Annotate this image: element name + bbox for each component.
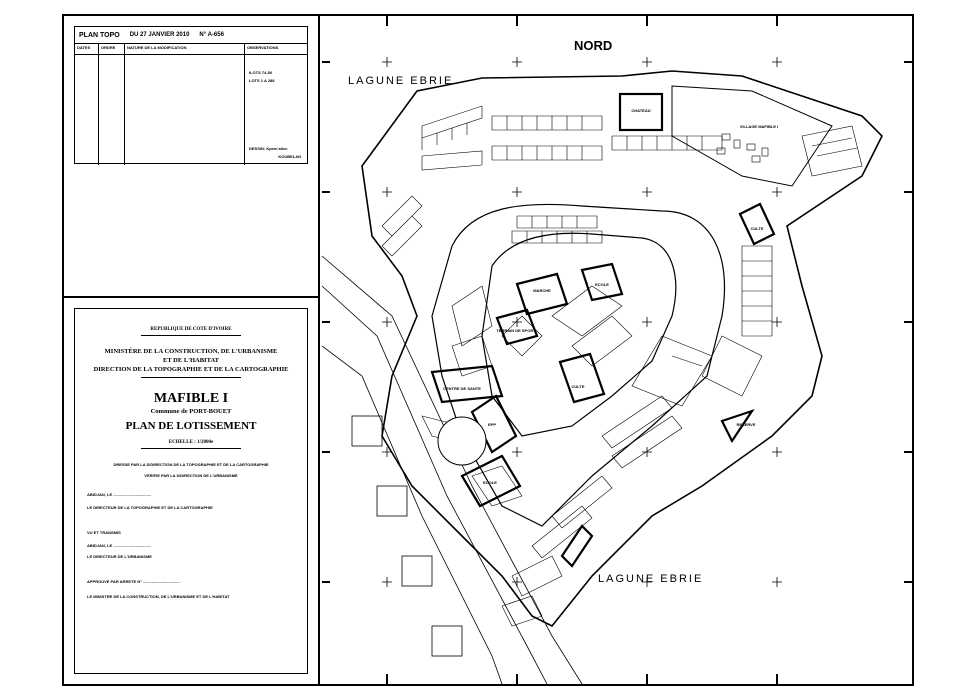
plan-frame xyxy=(62,14,914,686)
minister-signature: LE MINISTRE DE LA CONSTRUCTION, DE L'URBANISME ET DE L'HABITAT xyxy=(87,594,230,599)
commune-label: Commune de PORT-BOUET xyxy=(150,408,232,415)
label-marche: MARCHE xyxy=(533,288,551,293)
inner-ring-road xyxy=(432,204,725,526)
director-topo: LE DIRECTEUR DE LA TOPOGRAPHIE ET DE LA CARTOGRAPHIE xyxy=(87,505,213,510)
inner-core xyxy=(482,233,676,436)
north-label: NORD xyxy=(574,38,613,53)
abidjan-date-1: ABIDJAN, LE .................................. xyxy=(87,492,152,497)
revision-columns xyxy=(75,44,307,55)
label-ecole-2: ECOLE xyxy=(483,480,497,485)
map-area xyxy=(322,16,912,684)
abidjan-date-2: ABIDJAN, LE .................................. xyxy=(87,543,152,548)
lot-blocks xyxy=(382,106,862,626)
plan-topo-label: PLAN TOPO xyxy=(79,31,120,39)
reserve-block-2 xyxy=(562,526,592,566)
plan-type: PLAN DE LOTISSEMENT xyxy=(125,420,257,432)
subdivision-map xyxy=(322,16,912,684)
col-nature: NATURE DE LA MODIFICATION xyxy=(125,44,245,54)
scale-label: ECHELLE : 1/2000e xyxy=(168,440,214,445)
label-culte-2: CULTE xyxy=(571,384,585,389)
site-name: MAFIBLE I xyxy=(153,391,229,406)
republic-label: REPUBLIQUE DE COTE D'IVOIRE xyxy=(150,327,232,332)
marche-block xyxy=(517,274,567,314)
director-urba: LE DIRECTEUR DE L'URBANISME xyxy=(87,554,152,559)
label-ecole-1: ECOLE xyxy=(595,282,609,287)
culte-block-1 xyxy=(740,204,774,244)
label-reserve: RESERVE xyxy=(736,422,756,427)
culte-block-2 xyxy=(560,354,604,402)
dressed-by: DRESSE PAR LA S/DIRECTION DE LA TOPOGRAPHIE ET DE LA CARTOGRAPHIE xyxy=(113,462,269,467)
direction-label: DIRECTION DE LA TOPOGRAPHIE ET DE LA CARTOGRAPHIE xyxy=(93,366,289,373)
label-chateau: CHATEAU xyxy=(631,108,651,113)
label-culte-1: CULTE xyxy=(750,226,764,231)
obs-ilots: ILOTS 74-80 xyxy=(249,70,273,75)
verified-by: VERIFIE PAR LA S/DIRECTION DE L'URBANISME xyxy=(144,473,238,478)
obs-lots: LOTS 1 A 288 xyxy=(249,78,275,83)
ministry-line-1: MINISTÈRE DE LA CONSTRUCTION, DE L'URBANISME xyxy=(104,348,278,355)
label-village: VILLAGE MAFIBLE I xyxy=(739,124,779,129)
panel-divider xyxy=(64,296,318,298)
village-houses xyxy=(717,134,768,162)
col-dates: DATES xyxy=(75,44,99,54)
left-panel xyxy=(64,16,320,684)
ministry-line-2: ET DE L'HABITAT xyxy=(163,357,219,364)
plan-number: N° A-656 xyxy=(199,32,224,38)
col-ordre: ORDRE xyxy=(99,44,125,54)
lagoon-label-top: LAGUNE EBRIE xyxy=(348,75,454,87)
sante-block xyxy=(432,366,502,402)
revision-header xyxy=(75,27,307,44)
vu-transmis: VU ET TRANSMIS xyxy=(87,530,121,535)
plan-date: DU 27 JANVIER 2010 xyxy=(129,32,190,38)
revision-body xyxy=(75,55,307,165)
revision-table xyxy=(74,26,308,164)
roundabout xyxy=(438,417,486,465)
label-sport: TERRAIN DE SPORT xyxy=(496,328,536,333)
col-observations: OBSERVATIONS xyxy=(247,45,279,50)
drawn-by-2: KOUBELAN xyxy=(278,154,301,159)
approved-by-decree: APPROUVE PAR ARRETE N° .................................. xyxy=(87,579,181,584)
drawn-by: DESSIN: Kpeni alice xyxy=(249,146,288,151)
lagoon-label-bottom: LAGUNE EBRIE xyxy=(598,573,704,585)
label-epp: EPP xyxy=(487,422,497,427)
title-block xyxy=(74,308,308,674)
label-sante: CENTRE DE SANTE xyxy=(443,386,481,391)
road-strip xyxy=(322,256,585,684)
